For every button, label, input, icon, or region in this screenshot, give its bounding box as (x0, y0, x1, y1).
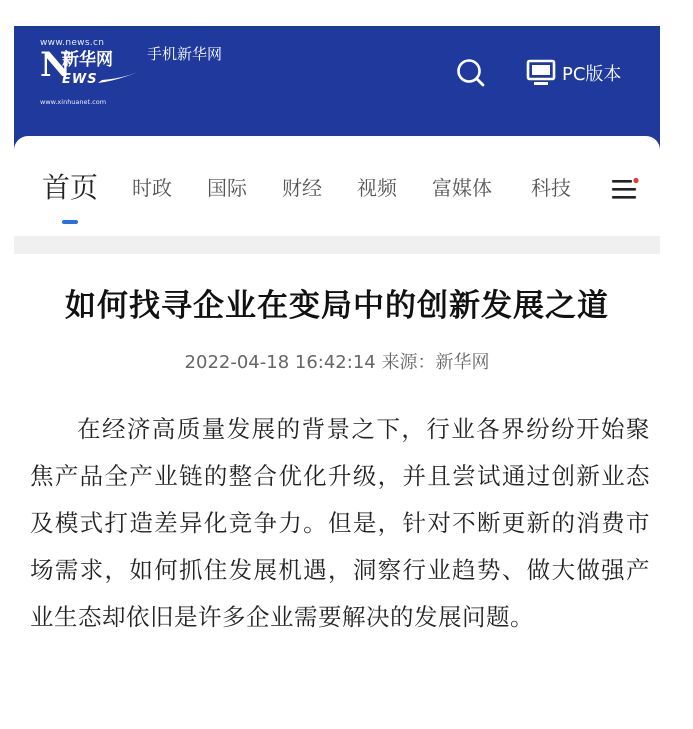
tab-video[interactable]: 视频 (357, 176, 397, 200)
tab-finance[interactable]: 财经 (282, 176, 322, 200)
tab-technology[interactable]: 科技 (531, 176, 571, 200)
hamburger-menu-icon (610, 174, 640, 204)
tab-politics[interactable]: 时政 (132, 176, 172, 200)
menu-button[interactable] (610, 174, 640, 204)
logo-url-bottom: www.xinhuanet.com (40, 98, 107, 106)
article-title: 如何找寻企业在变局中的创新发展之道 (65, 288, 609, 324)
logo-url-top: www.news.cn (40, 38, 105, 48)
article-paragraph: 在经济高质量发展的背景之下，行业各界纷纷开始聚焦产品全产业链的整合优化升级，并且尝试通过创新业态及模式打造差异化竞争力。但是，针对不断更新的消费市场需求，如何抓住发展机遇，洞察行业趋势、做大做强产业生态却依旧是许多企业需要解决的发展问题。 (30, 415, 650, 631)
site-name: 手机新华网 (147, 45, 223, 63)
tab-international[interactable]: 国际 (207, 176, 247, 200)
tab-home[interactable]: 首页 (42, 171, 99, 204)
logo-chinese-name: 新华网 (62, 50, 113, 70)
search-icon (454, 56, 488, 90)
section-divider (14, 236, 660, 254)
channel-nav (14, 136, 660, 236)
article-meta: 2022-04-18 16:42:14 来源：新华网 (184, 352, 490, 373)
logo-swoosh-icon (96, 71, 140, 85)
pc-version-button[interactable] (526, 58, 621, 88)
site-header (14, 26, 660, 150)
pc-version-label: PC版本 (562, 64, 622, 85)
xinhua-news-logo[interactable] (40, 38, 150, 110)
monitor-icon (526, 58, 556, 88)
logo-letter-n: N (40, 45, 72, 85)
tab-rich-media[interactable]: 富媒体 (432, 176, 492, 200)
mobile-page (14, 26, 660, 729)
search-button[interactable] (454, 56, 488, 90)
logo-letters-ews: EWS (62, 72, 98, 87)
active-tab-indicator (62, 220, 78, 224)
